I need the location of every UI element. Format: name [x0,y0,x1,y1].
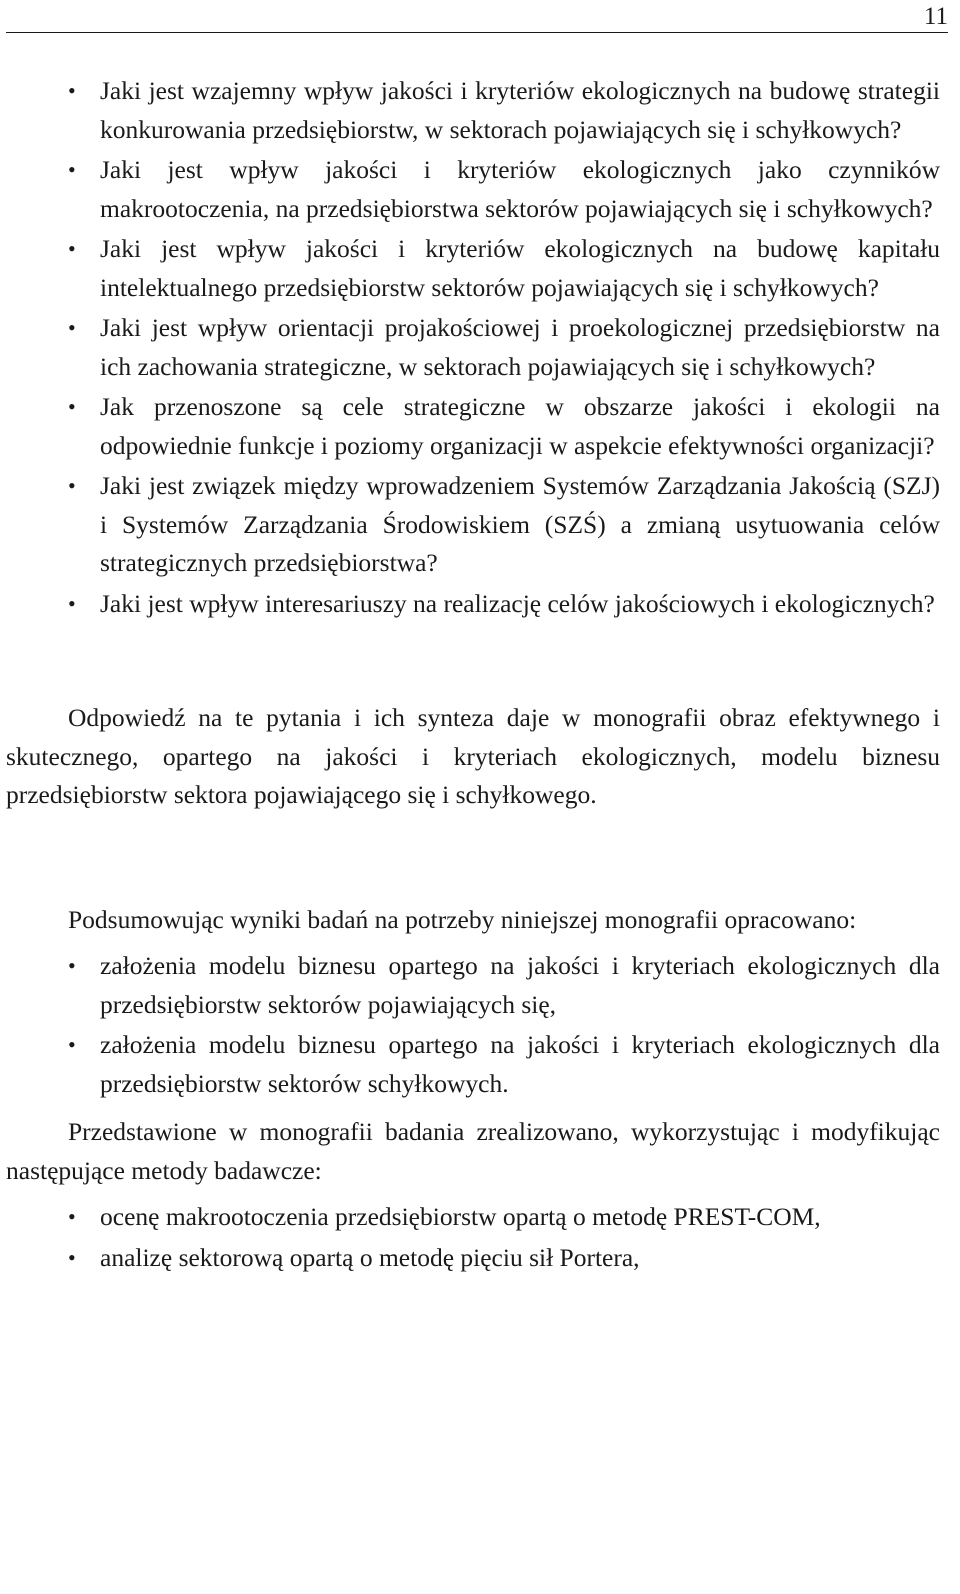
bullet-icon: • [68,473,76,498]
answer-paragraph: Odpowiedź na te pytania i ich synteza daje w monografii obraz efektywnego i skutecznego, opartego na jakości i kryteriach ekologicznych, modelu biznesu przedsiębiorstw sektora pojawiającego się i schyłkowego. [6,703,940,809]
list-item: • założenia modelu biznesu opartego na jakości i kryteriach ekologicznych dla przedsiębiorstw sektorów pojawiających się, [6,947,940,1024]
research-questions-list [6,72,940,623]
bullet-icon: • [68,590,76,616]
page-content [6,72,940,1279]
bullet-icon: • [68,1204,76,1229]
bullet-icon: • [68,1032,76,1057]
list-item: • Jaki jest związek między wprowadzeniem Systemów Zarządzania Jakością (SZJ) i Systemów Zarządzania Środowiskiem (SZŚ) a zmianą usytuowania celów strategicznych przedsiębiorstwa? [6,467,940,583]
list-item: • analizę sektorową opartą o metodę pięciu sił Portera, [6,1239,940,1278]
list-item: • założenia modelu biznesu opartego na jakości i kryteriach ekologicznych dla przedsiębiorstw sektorów schyłkowych. [6,1026,940,1103]
list-item: • Jaki jest wzajemny wpływ jakości i kryteriów ekologicznych na budowę strategii konkurowania przedsiębiorstw, w sektorach pojawiających się i schyłkowych? [6,72,940,149]
header-rule [6,32,948,33]
list-item: • ocenę makrootoczenia przedsiębiorstw opartą o metodę PREST-COM, [6,1198,940,1237]
list-item: • Jaki jest wpływ jakości i kryteriów ekologicznych na budowę kapitału intelektualnego przedsiębiorstw sektorów pojawiających się i schyłkowych? [6,230,940,307]
bullet-icon: • [68,78,76,103]
bullet-icon: • [68,315,76,340]
bullet-icon: • [68,1244,76,1270]
list-item: • Jaki jest wpływ interesariuszy na realizację celów jakościowych i ekologicznych? [6,585,940,624]
methods-list [6,1198,940,1277]
bullet-icon: • [68,394,76,419]
methods-paragraph: Przedstawione w monografii badania zrealizowano, wykorzystując i modyfikując następujące metody badawcze: [6,1117,940,1185]
summary-paragraph: Podsumowując wyniki badań na potrzeby niniejszej monografii opracowano: [68,904,857,934]
page-number: 11 [923,3,948,30]
bullet-icon: • [68,236,76,261]
list-item: • Jaki jest wpływ jakości i kryteriów ekologicznych jako czynników makrootoczenia, na przedsiębiorstwa sektorów pojawiających się i schyłkowych? [6,151,940,228]
list-item: • Jak przenoszone są cele strategiczne w obszarze jakości i ekologii na odpowiednie funkcje i poziomy organizacji w aspekcie efektywności organizacji? [6,388,940,465]
bullet-icon: • [68,157,76,182]
bullet-icon: • [68,953,76,978]
developed-items-list [6,947,940,1103]
list-item: • Jaki jest wpływ orientacji projakościowej i proekologicznej przedsiębiorstw na ich zachowania strategiczne, w sektorach pojawiających się i schyłkowych? [6,309,940,386]
